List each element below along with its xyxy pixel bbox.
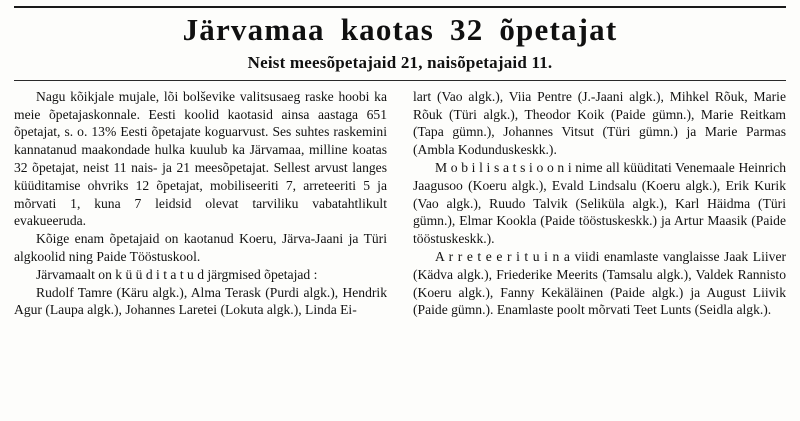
paragraph: Järvamaalt on k ü ü d i t a t u d järgmised õpetajad : <box>36 266 318 282</box>
page-title: Järvamaa kaotas 32 õpetajat <box>182 12 618 47</box>
paragraph: lart (Vao algk.), Viia Pentre (J.-Jaani algk.), Mihkel Rõuk, Marie Rõuk (Türi algk.), Theodor Koik (Paide gümn.), Marie Reitkam (Tapa gümn.), Johannes Vitsut (Türi gümn.) ja Marie Parmas (Ambla Kodunduskeskk.). <box>413 88 786 158</box>
article-body <box>14 88 786 319</box>
article-subheadline: Neist meesõpetajaid 21, naisõpetajaid 11. <box>247 52 553 72</box>
paragraph: Kõige enam õpetajaid on kaotanud Koeru, Järva-Jaani ja Türi algkoolid ning Paide Tööstuskool. <box>14 231 387 265</box>
paragraph: A r r e t e e r i t u i n a viidi enamlaste vanglaisse Jaak Liiver (Kädva algk.), Friederike Meerits (Tamsalu algk.), Valdek Rannisto (Koeru algk.), Fanny Kekäläinen (Paide algk.) ja August Liivik (Paide gümn.). Enamlaste poolt mõrvati Teet Lunts (Seidla algk.). <box>413 249 786 318</box>
paragraph: Nagu kõikjale mujale, lõi bolševike valitsusaeg raske hoobi ka meie õpetajaskonnale. Eesti koolid kaotasid ainsa aastaga 651 õpetajat, s. o. 13% Eesti õpetajate koguarvust. Ses suhtes raskemini kannatanud maakondade hulka kuulub ka Järvamaa, milline koatas 32 õpetajat, neist 11 nais- ja 21 meesõpetajat. Sellest arvust langes küüditamise ohvriks 12 õpetajat, mobiliseeriti 7, arreteeriti 5 ja mõrvati 1, kuna 7 leidsid olevat tarviliku vabatahtlikult evakueeruda. <box>14 88 387 229</box>
headline-divider <box>14 80 786 81</box>
top-divider <box>14 6 786 8</box>
article-column-left <box>14 88 399 319</box>
paragraph: M o b i l i s a t s i o o n i nime all küüditati Venemaale Heinrich Jaagusoo (Koeru algk.), Evald Lindsalu (Koeru algk.), Erik Kurik (Vao algk.), Ruudo Talvik (Seliküla algk.), Karl Häidma (Türi gümn.), Elmar Kookla (Paide tööstuskeskk.) ja Artur Maasik (Paide tööstuskeskk.). <box>413 160 786 247</box>
paragraph: Rudolf Tamre (Käru algk.), Alma Terask (Purdi algk.), Hendrik Agur (Laupa algk.), Johannes Laretei (Lokuta algk.), Linda Ei- <box>14 284 387 318</box>
article-column-right <box>400 88 786 319</box>
